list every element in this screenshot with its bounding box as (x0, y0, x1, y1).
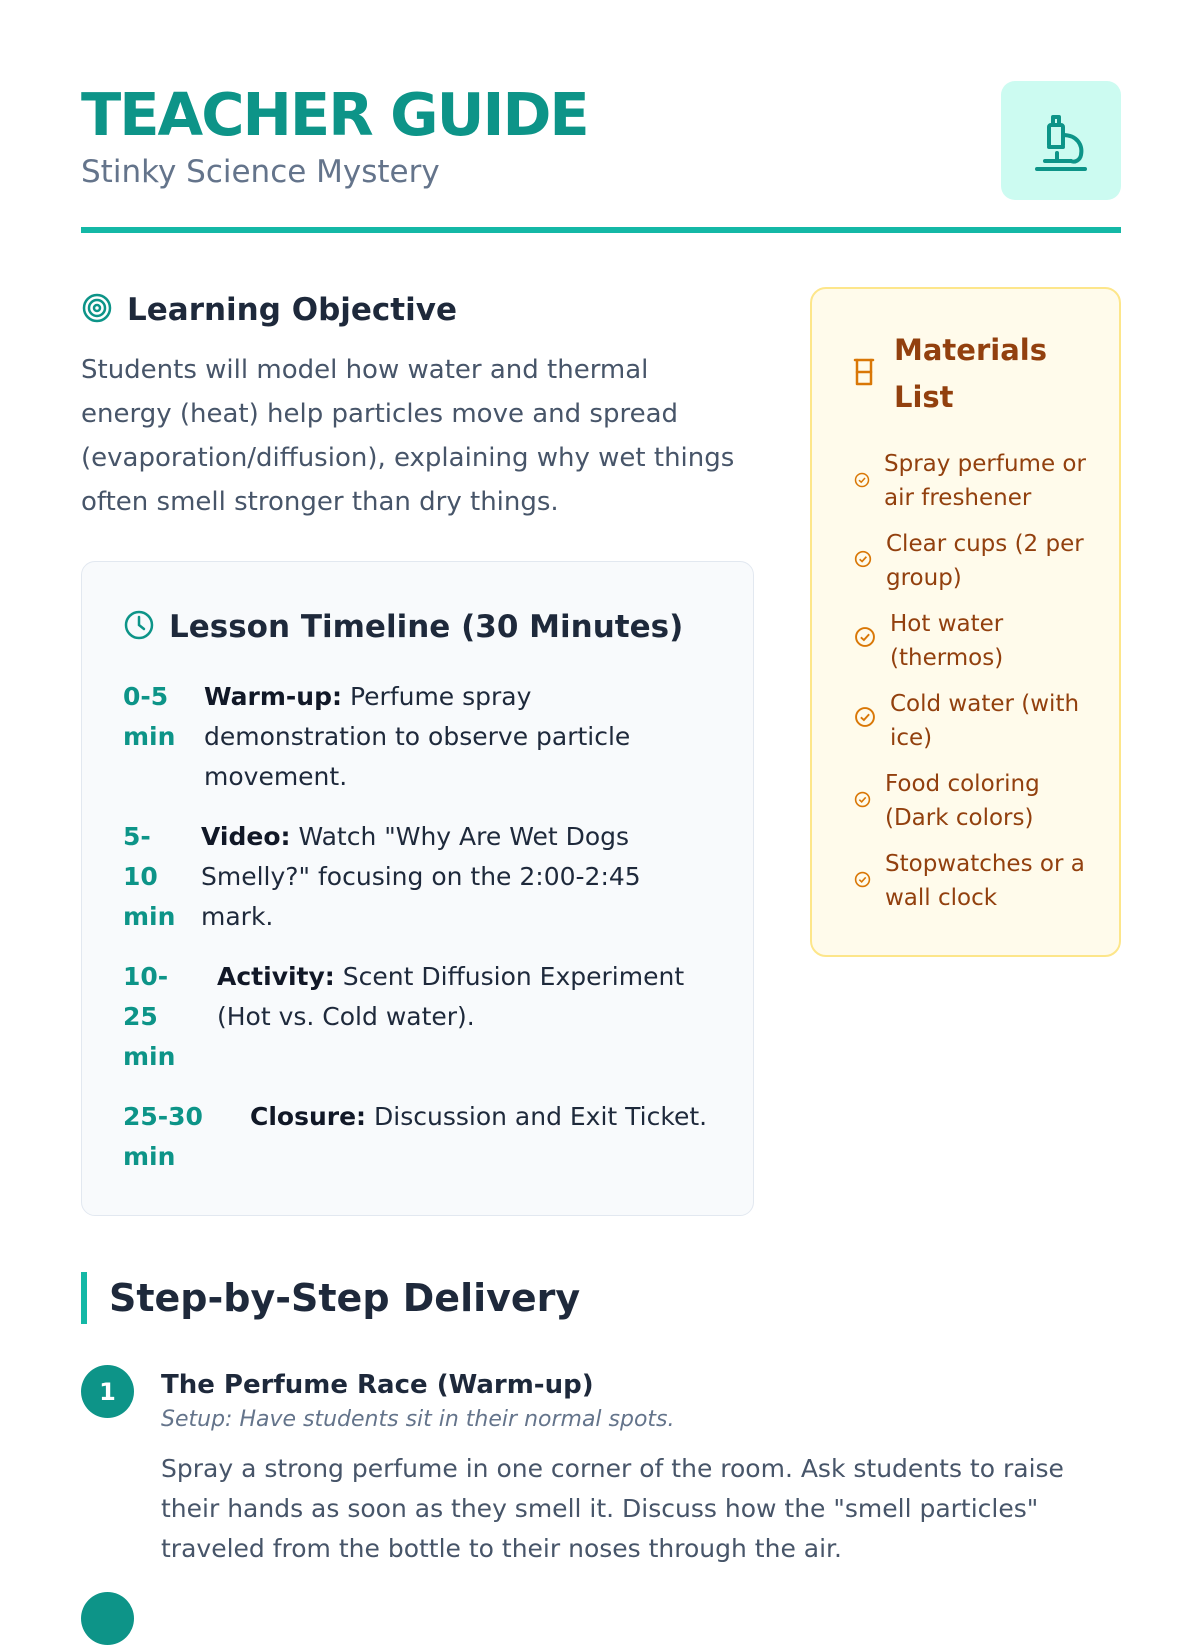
timeline-text: Discussion and Exit Ticket. (374, 1102, 708, 1131)
page-title: TEACHER GUIDE (81, 80, 588, 149)
materials-item (854, 447, 1104, 515)
lesson-timeline-card (81, 561, 754, 1216)
timeline-row (123, 677, 723, 797)
delivery-title: Step-by-Step Delivery (109, 1276, 581, 1320)
check-circle-icon (854, 864, 871, 898)
header-divider (81, 227, 1121, 233)
materials-item-label: Stopwatches or a wall clock (885, 851, 1085, 911)
timeline-text: Watch "Why Are Wet Dogs Smelly?" focusing on the 2:00-2:45 mark. (201, 822, 641, 931)
beaker-icon (852, 357, 876, 391)
timeline-label: Warm-up: (204, 682, 343, 711)
microscope-icon (1001, 81, 1121, 200)
materials-item (854, 767, 1104, 835)
timeline-label: Closure: (250, 1102, 367, 1131)
objective-title: Learning Objective (127, 292, 457, 328)
clock-icon (123, 609, 155, 645)
materials-item-label: Spray perfume or air freshener (884, 451, 1086, 511)
timeline-label: Activity: (217, 962, 335, 991)
materials-item (854, 607, 1104, 675)
timeline-row (123, 817, 723, 937)
timeline-time: 0-5 min (123, 682, 176, 751)
timeline-description (201, 817, 681, 937)
objective-heading (81, 290, 457, 330)
timeline-time: 5-10 min (123, 822, 176, 931)
timeline-description (217, 957, 697, 1037)
step-body: Spray a strong perfume in one corner of the room. Ask students to raise their hands as soon as they smell it. Discuss how the "smell particles" traveled from the bottle to their noses through the air. (161, 1454, 1064, 1563)
page-subtitle: Stinky Science Mystery (81, 154, 440, 190)
objective-text: Students will model how water and thermal energy (heat) help particles move and spread (evaporation/diffusion), explaining why wet things often smell stronger than dry things. (81, 355, 735, 517)
materials-heading (852, 327, 1064, 421)
materials-item (854, 687, 1104, 755)
timeline-time: 25-30 min (123, 1102, 203, 1171)
page-header (81, 0, 1121, 234)
step-setup: Setup: Have students sit in their normal spots. (161, 1407, 675, 1432)
teacher-guide-page (81, 0, 1121, 1563)
materials-item-label: Clear cups (2 per group) (886, 531, 1084, 591)
check-circle-icon (854, 784, 871, 818)
timeline-label: Video: (201, 822, 291, 851)
materials-item (854, 847, 1104, 915)
materials-card (810, 287, 1121, 957)
delivery-heading (81, 1272, 580, 1324)
check-circle-icon (854, 464, 870, 498)
timeline-text: Scent Diffusion Experiment (Hot vs. Cold water). (217, 962, 685, 1031)
step-number-badge: 1 (81, 1365, 134, 1418)
timeline-heading (123, 607, 683, 647)
materials-title: Materials List (894, 333, 1047, 414)
check-circle-icon (854, 544, 872, 578)
check-circle-icon (854, 704, 876, 738)
check-circle-icon (854, 624, 876, 658)
timeline-text: Perfume spray demonstration to observe particle movement. (204, 682, 631, 791)
timeline-description (250, 1097, 720, 1137)
timeline-time: 10-25 min (123, 962, 176, 1071)
timeline-title: Lesson Timeline (30 Minutes) (169, 609, 684, 645)
target-icon (81, 292, 113, 328)
timeline-row (123, 1097, 723, 1177)
materials-item-label: Cold water (with ice) (890, 691, 1080, 751)
step-title: The Perfume Race (Warm-up) (161, 1370, 594, 1400)
materials-item-label: Food coloring (Dark colors) (885, 771, 1040, 831)
timeline-row (123, 957, 723, 1077)
materials-item-label: Hot water (thermos) (890, 611, 1004, 671)
materials-item (854, 527, 1104, 595)
timeline-description (204, 677, 674, 797)
